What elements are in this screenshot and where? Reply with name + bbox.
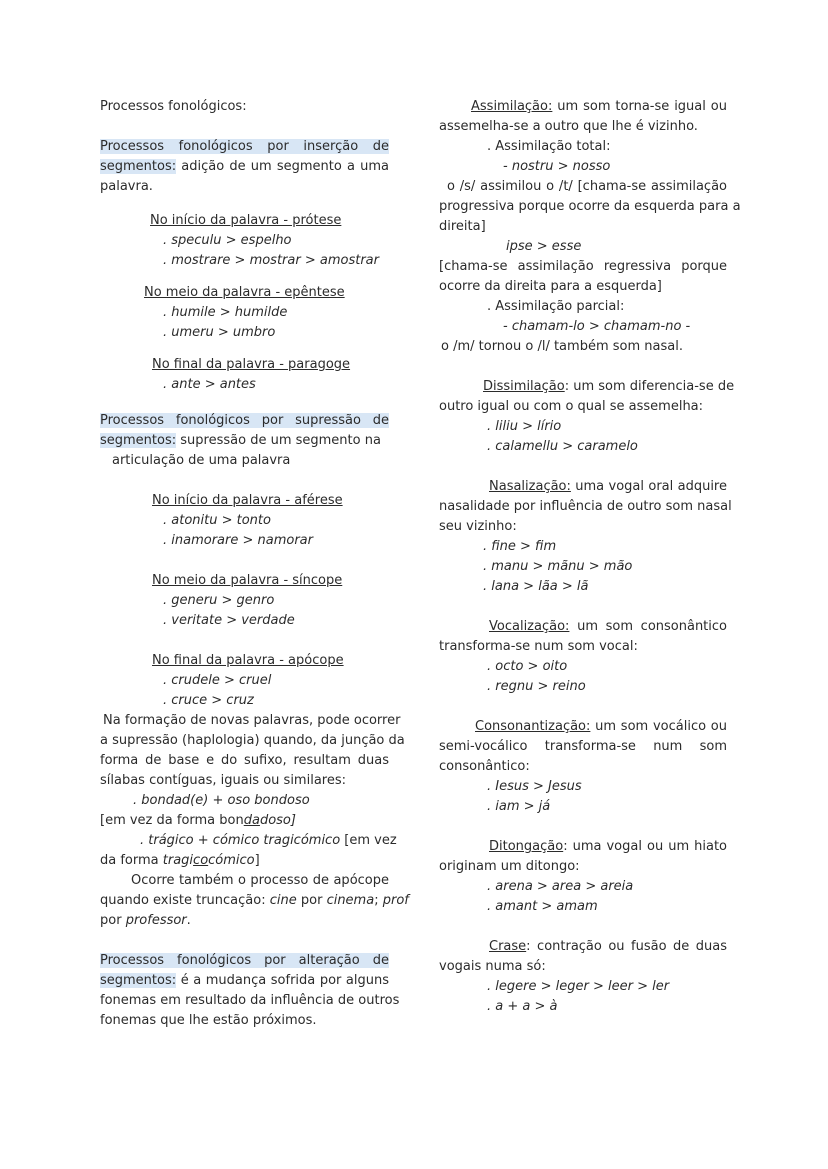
insercao-heading-text: Processos fonológicos por inserção de [100, 139, 389, 154]
alteracao-heading-2: segmentos: [100, 973, 177, 988]
assimilacao-example-2: ipse > esse [506, 239, 582, 254]
sincope-heading: No meio da palavra - síncope [152, 573, 343, 588]
page-title: Processos fonológicos: [100, 99, 247, 114]
dissimilacao-line-2: outro igual ou com o qual se assemelha: [439, 399, 704, 414]
nasalizacao-line-1 [439, 477, 727, 497]
text-fragment: professor [125, 913, 187, 928]
vocalizacao-line-1 [439, 617, 727, 637]
apocope-heading: No final da palavra - apócope [152, 653, 344, 668]
haplologia-example-1: . bondad(e) + oso bondoso [133, 793, 310, 808]
supressao-desc-line2: articulação de uma palavra [112, 453, 291, 468]
assimilacao-note-1b: progressiva porque ocorre da esquerda para a [439, 199, 741, 214]
text-fragment: ; [374, 893, 383, 908]
alteracao-desc-line3: fonemas que lhe estão próximos. [100, 1013, 317, 1028]
nasalizacao-line-3: seu vizinho: [439, 519, 517, 534]
text-fragment: quando existe truncação: [100, 893, 270, 908]
ditongacao-line-2: originam um ditongo: [439, 859, 580, 874]
epentese-example-2: . umeru > umbro [163, 325, 276, 340]
text-fragment: prof [382, 893, 409, 908]
insercao-desc: adição de um segmento a uma [176, 159, 389, 174]
text-fragment: da forma [100, 853, 163, 868]
right-column [439, 97, 741, 1017]
nasalizacao-example-3: . lana > lãa > lã [483, 579, 589, 594]
ditongacao-term: Ditongação [489, 839, 564, 854]
consonantizacao-line-3: consonântico: [439, 759, 530, 774]
sincope-example-1: . generu > genro [163, 593, 275, 608]
text-fragment: um som consonântico [569, 619, 727, 634]
dissimilacao-example-1: . liliu > lírio [487, 419, 562, 434]
text-fragment: um som vocálico ou [590, 719, 727, 734]
haplologia-line-1: Na formação de novas palavras, pode ocorrer [103, 713, 401, 728]
text-fragment: co [193, 853, 209, 868]
text-fragment: um som torna-se igual ou [552, 99, 727, 114]
assimilacao-parcial-example: - chamam-lo > chamam-no - [503, 319, 691, 334]
alteracao-desc-line2: fonemas em resultado da influência de outros [100, 993, 400, 1008]
text-fragment: por [296, 893, 327, 908]
text-fragment: uma vogal oral adquire [570, 479, 727, 494]
text-fragment: [em vez [340, 833, 397, 848]
apocope-example-1: . crudele > cruel [163, 673, 272, 688]
text-fragment: cine [269, 893, 297, 908]
text-fragment: : um som diferencia-se de [564, 379, 735, 394]
ditongacao-example-2: . amant > amam [487, 899, 598, 914]
protese-heading: No início da palavra - prótese [150, 213, 342, 228]
text-fragment: : contração ou fusão de duas [526, 939, 727, 954]
insercao-desc-line1 [100, 157, 389, 177]
haplologia-line-4: sílabas contíguas, iguais ou similares: [100, 773, 346, 788]
sincope-example-2: . veritate > verdade [163, 613, 295, 628]
nasalizacao-example-1: . fine > fim [483, 539, 557, 554]
assimilacao-line-2: assemelha-se a outro que lhe é vizinho. [439, 119, 698, 134]
epentese-example-1: . humile > humilde [163, 305, 288, 320]
assimilacao-term: Assimilação: [471, 99, 553, 114]
assimilacao-note-1a: o /s/ assimilou o /t/ [chama-se assimilação [447, 179, 727, 194]
haplologia-example-2-note [100, 851, 389, 871]
alteracao-heading: Processos fonológicos por alteração de [100, 953, 389, 968]
text-fragment: doso] [259, 813, 296, 828]
protese-example-1: . speculu > espelho [163, 233, 292, 248]
vocalizacao-example-2: . regnu > reino [487, 679, 586, 694]
ditongacao-example-1: . arena > area > areia [487, 879, 634, 894]
text-fragment: cómico [208, 853, 255, 868]
consonantizacao-line-2: semi-vocálico transforma-se num som [439, 739, 727, 754]
supressao-heading-2: segmentos: [100, 433, 177, 448]
consonantizacao-example-2: . iam > já [487, 799, 551, 814]
nasalizacao-line-2: nasalidade por influência de outro som nasal [439, 499, 732, 514]
crase-example-2: . a + a > à [487, 999, 558, 1014]
apocope-example-2: . cruce > cruz [163, 693, 254, 708]
text-fragment: cinema [326, 893, 375, 908]
text-fragment: . trágico + cómico tragicómico [140, 833, 341, 848]
haplologia-line-3: forma de base e do sufixo, resultam duas [100, 753, 389, 768]
assimilacao-total-example: - nostru > nosso [503, 159, 611, 174]
apocope-truncation-line-3 [100, 911, 389, 931]
text-fragment: [em vez da forma bon [100, 813, 244, 828]
epentese-heading: No meio da palavra - epêntese [144, 285, 345, 300]
crase-line-2: vogais numa só: [439, 959, 546, 974]
text-fragment: . [186, 913, 191, 928]
assimilacao-note-1c: direita] [439, 219, 486, 234]
assimilacao-total: . Assimilação total: [487, 139, 611, 154]
consonantizacao-line-1 [439, 717, 727, 737]
paragoge-example-1: . ante > antes [163, 377, 256, 392]
assimilacao-note-3: o /m/ tornou o /l/ também som nasal. [441, 339, 683, 354]
nasalizacao-term: Nasalização: [489, 479, 571, 494]
dissimilacao-line-1 [439, 377, 735, 397]
assimilacao-parcial: . Assimilação parcial: [487, 299, 625, 314]
crase-example-1: . legere > leger > leer > ler [487, 979, 670, 994]
paragoge-heading: No final da palavra - paragoge [152, 357, 351, 372]
ditongacao-line-1 [439, 837, 727, 857]
text-fragment: tragi [162, 853, 194, 868]
insercao-heading [100, 137, 389, 157]
supressao-heading: Processos fonológicos por supressão de [100, 413, 389, 428]
vocalizacao-line-2: transforma-se num som vocal: [439, 639, 638, 654]
protese-example-2: . mostrare > mostrar > amostrar [163, 253, 379, 268]
alteracao-desc: é a mudança sofrida por alguns [176, 973, 389, 988]
vocalizacao-term: Vocalização: [489, 619, 570, 634]
apocope-truncation-line-1: Ocorre também o processo de apócope [131, 873, 389, 888]
consonantizacao-example-1: . Iesus > Jesus [487, 779, 582, 794]
aferese-example-2: . inamorare > namorar [163, 533, 313, 548]
nasalizacao-example-2: . manu > mãnu > mão [483, 559, 633, 574]
insercao-desc-line2: palavra. [100, 179, 153, 194]
haplologia-line-2: a supressão (haplologia) quando, da junção da [100, 733, 405, 748]
insercao-heading-text-2: segmentos: [100, 159, 177, 174]
assimilacao-note-2b: ocorre da direita para a esquerda] [439, 279, 662, 294]
crase-line-1 [439, 937, 727, 957]
dissimilacao-example-2: . calamellu > caramelo [487, 439, 638, 454]
apocope-truncation-line-2 [100, 891, 409, 911]
aferese-heading: No início da palavra - aférese [152, 493, 343, 508]
dissimilacao-term: Dissimilação [483, 379, 565, 394]
text-fragment: ] [254, 853, 260, 868]
haplologia-example-2 [100, 831, 397, 851]
vocalizacao-example-1: . octo > oito [487, 659, 568, 674]
supressao-desc: supressão de um segmento na [176, 433, 381, 448]
haplologia-example-1-note [100, 811, 389, 831]
aferese-example-1: . atonitu > tonto [163, 513, 271, 528]
crase-term: Crase [489, 939, 527, 954]
text-fragment: da [243, 813, 260, 828]
text-fragment: : uma vogal ou um hiato [563, 839, 727, 854]
left-column [100, 97, 409, 1031]
assimilacao-note-2a: [chama-se assimilação regressiva porque [439, 259, 727, 274]
assimilacao-line-1 [439, 97, 727, 117]
text-fragment: por [100, 913, 126, 928]
consonantizacao-term: Consonantização: [475, 719, 591, 734]
